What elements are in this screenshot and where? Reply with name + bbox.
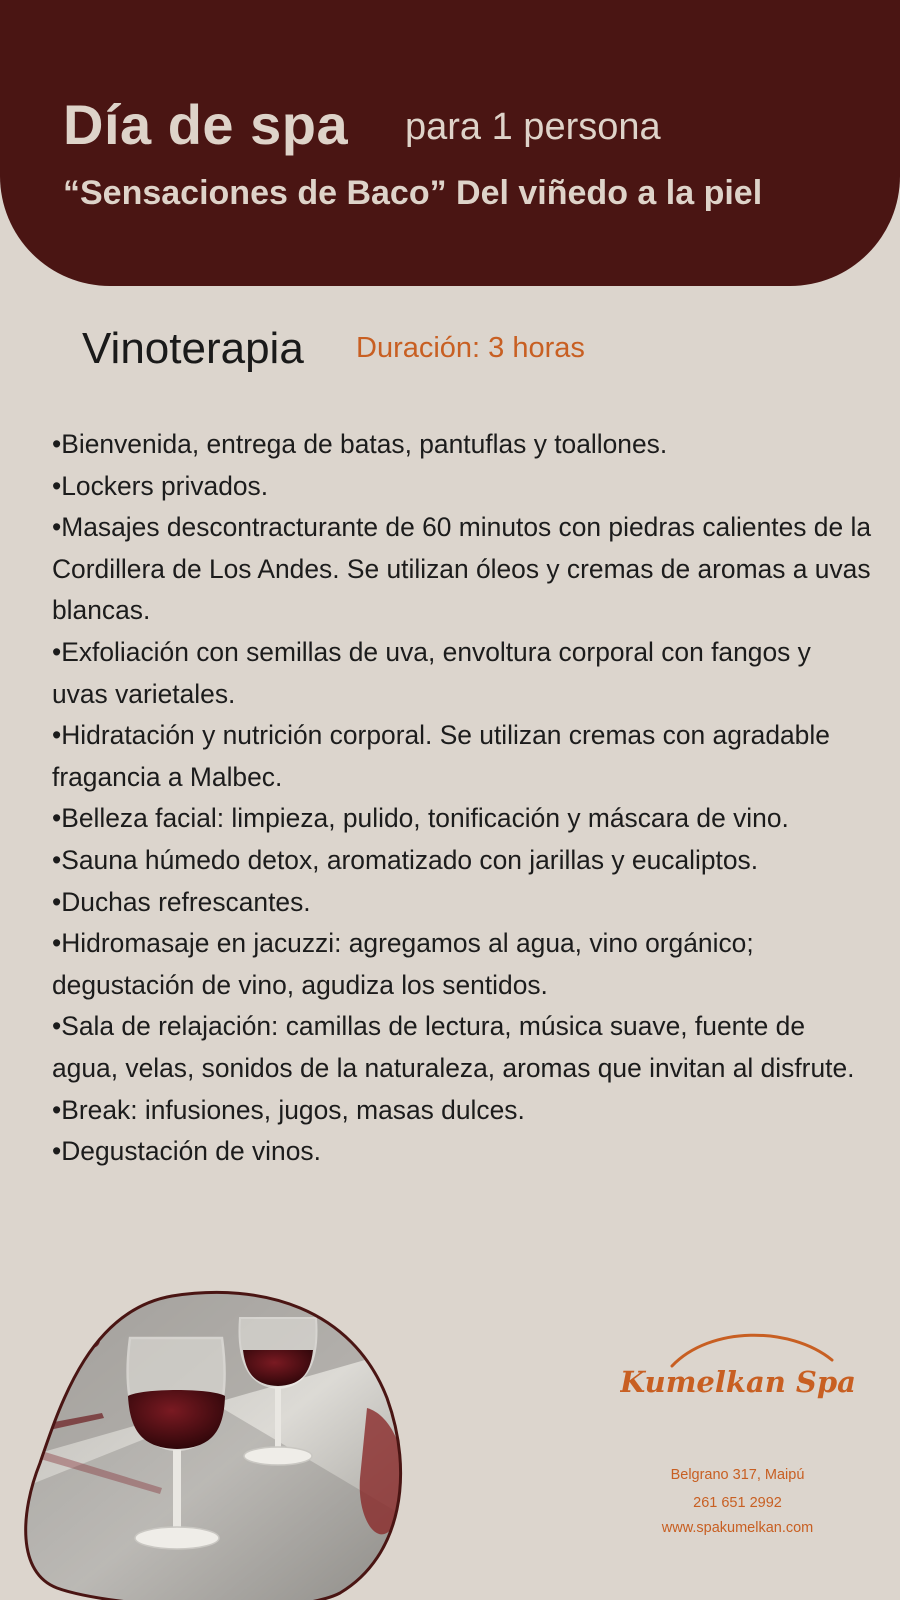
feature-item: • Hidromasaje en jacuzzi: agregamos al agua, vino orgánico; degustación de vino, agudiza los sentidos. (52, 923, 872, 1006)
address-text: Belgrano 317, Maipú (670, 1467, 805, 1483)
feature-item: • Belleza facial: limpieza, pulido, tonificación y máscara de vino. (52, 798, 872, 840)
feature-item: • Break: infusiones, jugos, masas dulces. (52, 1090, 872, 1132)
feature-item: • Lockers privados. (52, 466, 872, 508)
website-link[interactable]: www.spakumelkan.com (661, 1520, 814, 1536)
feature-item: • Degustación de vinos. (52, 1131, 872, 1173)
feature-item: • Hidratación y nutrición corporal. Se utilizan cremas con agradable fragancia a Malbec. (52, 715, 872, 798)
duration-label: Duración: 3 horas (356, 332, 585, 364)
page-tagline: “Sensaciones de Baco” Del viñedo a la piel (63, 174, 763, 212)
feature-item: • Exfoliación con semillas de uva, envoltura corporal con fangos y uvas varietales. (52, 632, 872, 715)
brand-name: Kumelkan Spa (620, 1365, 856, 1399)
phone-text: 261 651 2992 (693, 1495, 782, 1511)
section-title: Vinoterapia (82, 324, 304, 373)
page-subtitle: para 1 persona (405, 106, 661, 148)
header-banner (0, 0, 900, 286)
wine-glasses-photo (22, 1288, 407, 1600)
feature-item: • Bienvenida, entrega de batas, pantuflas y toallones. (52, 424, 872, 466)
kumelkan-spa-logo (620, 1330, 860, 1420)
page-title: Día de spa (63, 93, 349, 156)
feature-item: • Masajes descontracturante de 60 minutos con piedras calientes de la Cordillera de Los Andes. Se utilizan óleos y cremas de aromas a uvas blancas. (52, 507, 872, 632)
feature-item: • Sala de relajación: camillas de lectura, música suave, fuente de agua, velas, sonidos de la naturaleza, aromas que invitan al disfrute. (52, 1006, 872, 1089)
feature-item: • Duchas refrescantes. (52, 882, 872, 924)
feature-item: • Sauna húmedo detox, aromatizado con jarillas y eucaliptos. (52, 840, 872, 882)
feature-list (52, 424, 872, 1173)
